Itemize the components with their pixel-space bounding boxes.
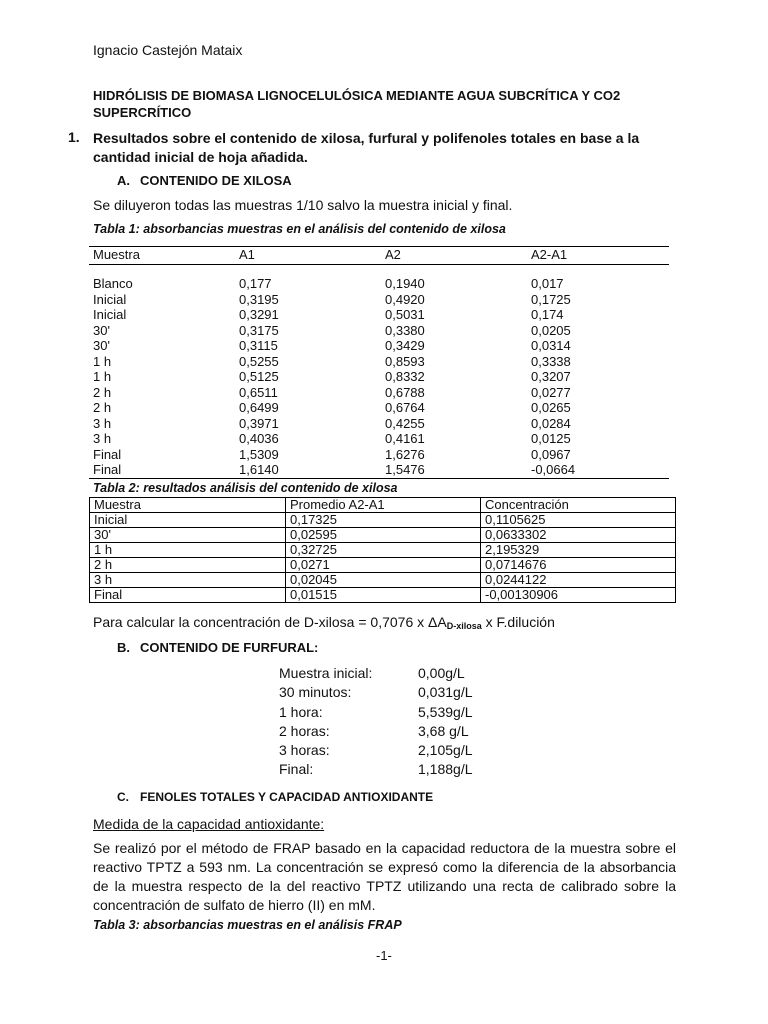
table-2-caption: Tabla 2: resultados análisis del contenido de xilosa xyxy=(93,481,398,495)
list-item: 2 horas: 3,68 g/L xyxy=(279,722,469,739)
subsection-b-title: CONTENIDO DE FURFURAL: xyxy=(140,640,319,655)
table-row: 30' 0,3175 0,3380 0,0205 xyxy=(93,322,571,338)
list-item: 1 hora: 5,539g/L xyxy=(279,703,473,720)
table-1-header-cell: A1 xyxy=(239,247,255,262)
table-row: 1 h 0,5255 0,8593 0,3338 xyxy=(93,353,571,369)
table-1-header-cell: Muestra xyxy=(93,247,140,262)
table-row: Inicial 0,17325 0,1105625 xyxy=(90,513,676,528)
table-2-header xyxy=(90,498,676,513)
title-line-2: SUPERCRÍTICO xyxy=(93,105,192,120)
table-1 xyxy=(89,246,669,479)
document-title xyxy=(93,87,620,121)
table-1-header-cell: A2 xyxy=(385,247,401,262)
table-row: Final 1,6140 1,5476 -0,0664 xyxy=(93,462,576,477)
table-row: 30' 0,3115 0,3429 0,0314 xyxy=(93,338,571,353)
formula-delta: ΔA xyxy=(428,614,447,630)
list-item: 3 horas: 2,105g/L xyxy=(279,742,473,759)
table-1-header-cell: A2-A1 xyxy=(531,247,568,262)
table-1-header xyxy=(89,247,669,263)
table-row: Blanco 0,177 0,1940 0,017 xyxy=(93,276,564,291)
xylose-formula xyxy=(93,614,555,631)
table-1-caption: Tabla 1: absorbancias muestras en el análisis del contenido de xilosa xyxy=(93,222,506,236)
subsection-a-title: CONTENIDO DE XILOSA xyxy=(140,173,292,188)
page-number: -1- xyxy=(376,948,392,963)
antioxidant-heading: Medida de la capacidad antioxidante: xyxy=(93,816,325,832)
table-row: 1 h 0,5125 0,8332 0,3207 xyxy=(93,369,571,384)
furfural-list xyxy=(279,664,473,780)
formula-subscript: D-xilosa xyxy=(446,621,482,631)
section-number: 1. xyxy=(68,129,80,145)
table-row: Final 0,01515 -0,00130906 xyxy=(90,588,676,603)
subsection-c-title: FENOLES TOTALES Y CAPACIDAD ANTIOXIDANTE xyxy=(140,790,434,804)
list-item: Muestra inicial: 0,00g/L xyxy=(279,665,465,681)
table-row: Inicial 0,3291 0,5031 0,174 xyxy=(93,307,564,322)
table-row: 2 h 0,0271 0,0714676 xyxy=(90,558,676,573)
list-item: Final: 1,188g/L xyxy=(279,761,473,778)
title-line-1: HIDRÓLISIS DE BIOMASA LIGNOCELULÓSICA MEDIANTE AGUA SUBCRÍTICA Y CO2 xyxy=(93,88,621,103)
section-heading-line-2: cantidad inicial de hoja añadida. xyxy=(93,149,308,165)
table-row: 3 h 0,3971 0,4255 0,0284 xyxy=(93,415,571,431)
subsection-a-letter: A. xyxy=(117,173,130,188)
table-row: 1 h 0,32725 2,195329 xyxy=(90,543,676,558)
list-item: 30 minutos: 0,031g/L xyxy=(279,684,473,701)
table-row: 3 h 0,02045 0,0244122 xyxy=(90,573,676,588)
table-row: 2 h 0,6499 0,6764 0,0265 xyxy=(93,400,571,415)
section-heading xyxy=(93,129,639,167)
section-heading-line-1: Resultados sobre el contenido de xilosa, furfural y polifenoles totales en base a la xyxy=(93,130,640,146)
formula-prefix: Para calcular la concentración de D-xilosa = 0,7076 x xyxy=(93,614,429,630)
antioxidant-paragraph: Se realizó por el método de FRAP basado en la capacidad reductora de la muestra sobre el reactivo TPTZ a 593 nm. La concentración se expresó como la diferencia de la absorbancia de la muestra respecto de la del reactivo TPTZ utilizando una recta de calibrado sobre la concentración de sulfato de hierro (II) en mM. xyxy=(93,840,676,913)
table-2-header-cell: Concentración xyxy=(481,498,676,513)
table-2 xyxy=(89,497,676,603)
table-row: 30' 0,02595 0,0633302 xyxy=(90,528,676,543)
table-row: 3 h 0,4036 0,4161 0,0125 xyxy=(93,431,571,446)
table-3-caption: Tabla 3: absorbancias muestras en el análisis FRAP xyxy=(93,918,402,932)
author-name: Ignacio Castejón Mataix xyxy=(93,42,243,58)
dilution-note: Se diluyeron todas las muestras 1/10 salvo la muestra inicial y final. xyxy=(93,197,513,213)
table-row: Inicial 0,3195 0,4920 0,1725 xyxy=(93,291,571,307)
table-row: 2 h 0,6511 0,6788 0,0277 xyxy=(93,384,571,400)
table-row: Final 1,5309 1,6276 0,0967 xyxy=(93,446,571,462)
formula-suffix: x F.dilución xyxy=(481,614,555,630)
table-2-header-cell: Promedio A2-A1 xyxy=(286,498,481,513)
table-2-header-cell: Muestra xyxy=(90,498,286,513)
subsection-b-letter: B. xyxy=(117,640,130,655)
subsection-c-letter: C. xyxy=(117,790,129,804)
